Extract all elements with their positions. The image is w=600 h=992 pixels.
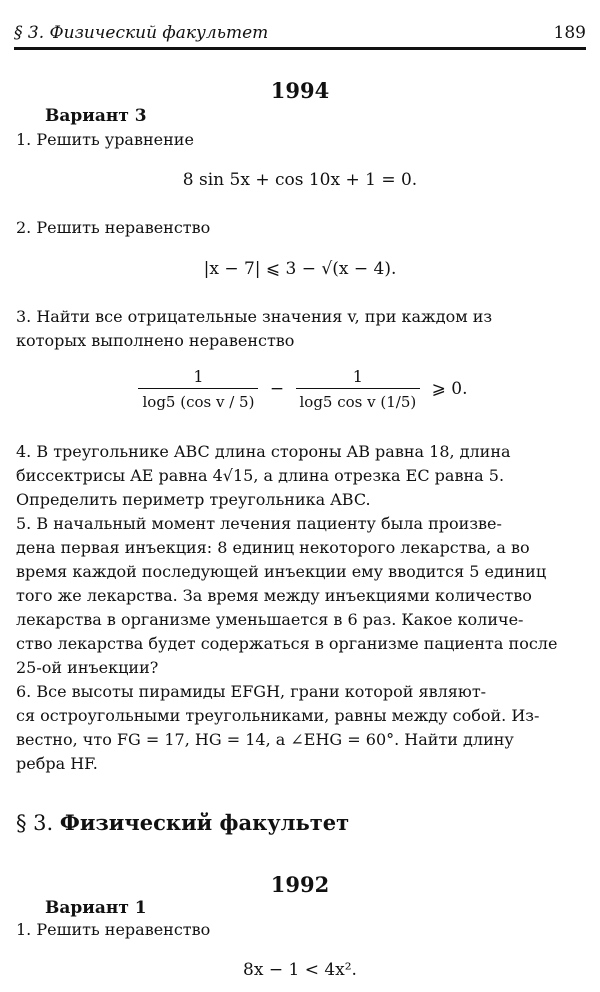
variant-heading-1992: Вариант 1	[45, 898, 147, 918]
running-head	[14, 18, 586, 48]
problem-5-line-3: время каждой последующей инъекции ему вводится 5 единиц	[16, 562, 547, 581]
year-heading-1994: 1994	[270, 78, 330, 103]
problem-5-line-5: лекарства в организме уменьшается в 6 раз. Какое количе-	[16, 610, 524, 629]
problem-5-line-6: ство лекарства будет содержаться в организме пациента после	[16, 634, 558, 653]
minus-sign: −	[269, 379, 285, 399]
section-name: Физический факультет	[59, 810, 350, 835]
problem-6-line-3: вестно, что FG = 17, HG = 14, а ∠EHG = 60°. Найти длину	[16, 730, 514, 749]
problem-3-formula	[0, 366, 600, 413]
fraction-2	[296, 366, 421, 413]
problem-1-1992-inequality: 8x − 1 < 4x².	[243, 960, 357, 980]
section-heading	[16, 810, 349, 835]
problem-5-line-1: 5. В начальный момент лечения пациенту была произве-	[16, 514, 502, 533]
problem-5-line-2: дена первая инъекция: 8 единиц некоторого лекарства, а во	[16, 538, 530, 557]
problem-2-text: 2. Решить неравенство	[16, 218, 211, 237]
problem-6-line-1: 6. Все высоты пирамиды EFGH, грани которой являют-	[16, 682, 487, 701]
problem-3-line-1: 3. Найти все отрицательные значения v, при каждом из	[16, 307, 493, 326]
problem-6-line-2: ся остроугольными треугольниками, равны между собой. Из-	[16, 706, 540, 725]
fraction-2-numerator: 1	[352, 367, 363, 386]
running-head-section: § 3. Физический факультет	[14, 23, 269, 43]
fraction-1	[138, 366, 258, 413]
page-number: 189	[553, 23, 586, 43]
problem-6-line-4: ребра HF.	[16, 754, 98, 773]
problem-3-line-2: которых выполнено неравенство	[16, 331, 295, 350]
fraction-2-denominator: log5 cos v (1/5)	[296, 388, 421, 413]
fraction-1-numerator: 1	[193, 367, 204, 386]
problem-1-1992-formula	[0, 960, 600, 980]
variant-heading: Вариант 3	[45, 106, 147, 126]
problem-4-line-1: 4. В треугольнике ABC длина стороны AB равна 18, длина	[16, 442, 511, 461]
section-number: § 3.	[16, 811, 54, 835]
problem-1-equation: 8 sin 5x + cos 10x + 1 = 0.	[182, 170, 418, 190]
problem-1-formula	[0, 170, 600, 190]
problem-4-line-3: Определить периметр треугольника ABC.	[16, 490, 371, 509]
fraction-1-denominator: log5 (cos v / 5)	[138, 388, 258, 413]
header-rule	[14, 47, 586, 50]
problem-1-text: 1. Решить уравнение	[16, 130, 194, 149]
inequality-rhs: ⩾ 0.	[431, 379, 468, 399]
year-heading-1992: 1992	[270, 872, 330, 897]
problem-1-1992-text: 1. Решить неравенство	[16, 920, 211, 939]
problem-4-line-2: биссектрисы AE равна 4√15, а длина отрезка EC равна 5.	[16, 466, 505, 485]
problem-5-line-4: того же лекарства. За время между инъекциями количество	[16, 586, 532, 605]
problem-2-formula	[0, 259, 600, 279]
problem-5-line-7: 25-ой инъекции?	[16, 658, 159, 677]
problem-2-inequality: |x − 7| ⩽ 3 − √(x − 4).	[203, 259, 397, 279]
